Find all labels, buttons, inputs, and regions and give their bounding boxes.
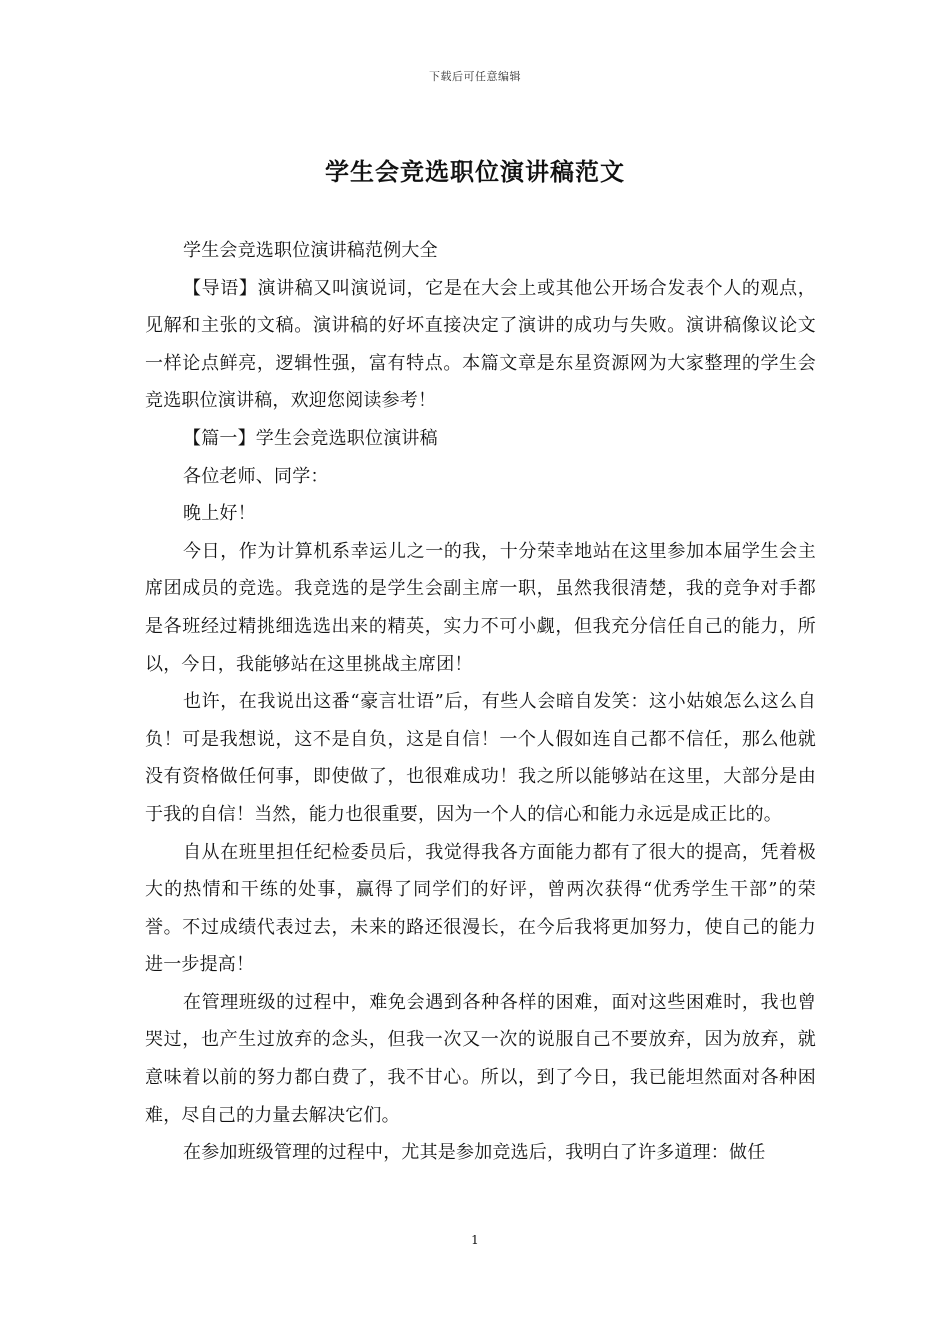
paragraph-body: 在参加班级管理的过程中，尤其是参加竞选后，我明白了许多道理：做任 (183, 1142, 766, 1164)
document-title: 学生会竞选职位演讲稿范文 (325, 157, 625, 186)
document-body (145, 232, 816, 1172)
page-number: 1 (471, 1233, 479, 1247)
paragraph-greeting: 晚上好！ (183, 503, 256, 525)
paragraph-body: 在管理班级的过程中，难免会遇到各种各样的困难，面对这些困难时，我也曾哭过，也产生过放弃的念头，但我一次又一次的说服自己不要放弃，因为放弃，就意味着以前的努力都白费了，我不甘心。所以，到了今日，我已能坦然面对各种困难，尽自己的力量去解决它们。 (145, 991, 816, 1126)
section-heading: 【篇一】学生会竞选职位演讲稿 (183, 427, 438, 449)
paragraph-salutation: 各位老师、同学： (183, 465, 329, 487)
paragraph-body: 也许，在我说出这番“豪言壮语”后，有些人会暗自发笑：这小姑娘怎么这么自负！可是我想说，这不是自负，这是自信！一个人假如连自己都不信任，那么他就没有资格做任何事，即使做了，也很难成功！我之所以能够站在这里，大部分是由于我的自信！当然，能力也很重要，因为一个人的信心和能力永远是成正比的。 (145, 691, 816, 825)
paragraph-intro: 【导语】演讲稿又叫演说词，它是在大会上或其他公开场合发表个人的观点，见解和主张的文稿。演讲稿的好坏直接决定了演讲的成功与失败。演讲稿像议论文一样论点鲜亮，逻辑性强，富有特点。本篇文章是东星资源网为大家整理的学生会竞选职位演讲稿，欢迎您阅读参考！ (145, 277, 816, 412)
paragraph-body: 自从在班里担任纪检委员后，我觉得我各方面能力都有了很大的提高，凭着极大的热情和干练的处事，赢得了同学们的好评，曾两次获得“优秀学生干部”的荣誉。不过成绩代表过去，未来的路还很漫长，在今后我将更加努力，使自己的能力进一步提高！ (145, 841, 816, 976)
paragraph-body: 今日，作为计算机系幸运儿之一的我，十分荣幸地站在这里参加本届学生会主席团成员的竞选。我竞选的是学生会副主席一职，虽然我很清楚，我的竞争对手都是各班经过精挑细选选出来的精英，实力不可小觑，但我充分信任自己的能力，所以，今日，我能够站在这里挑战主席团！ (145, 540, 816, 675)
header-note: 下载后可任意编辑 (429, 70, 521, 83)
paragraph-subtitle: 学生会竞选职位演讲稿范例大全 (183, 240, 438, 261)
